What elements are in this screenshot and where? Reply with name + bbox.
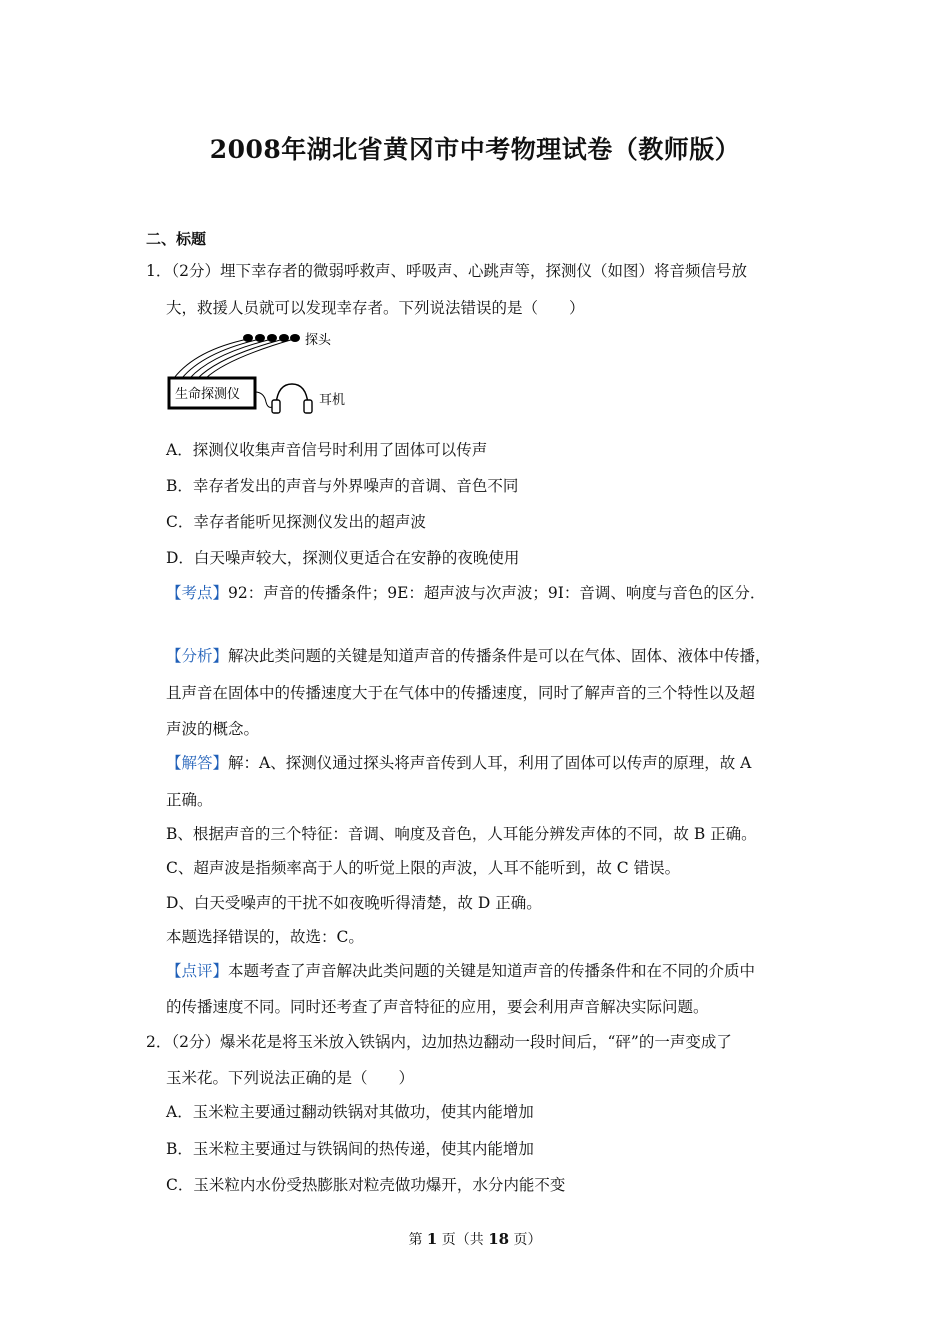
- footer-suffix: 页）: [509, 1232, 542, 1248]
- page-number: 1: [426, 1230, 438, 1248]
- q1-fenxi-line3: 声波的概念。: [166, 720, 260, 738]
- page-total: 18: [488, 1230, 510, 1248]
- q1-jieda-end: 本题选择错误的，故选：C。: [166, 928, 364, 946]
- q1-jieda-c: C、超声波是指频率高于人的听觉上限的声波，人耳不能听到，故 C 错误。: [166, 859, 681, 877]
- dianping-tag: 【点评】: [166, 962, 229, 980]
- q1-option-b: B．幸存者发出的声音与外界噪声的音调、音色不同: [166, 477, 519, 495]
- q1-option-a: A．探测仪收集声音信号时利用了固体可以传声: [166, 441, 488, 459]
- kaodian-text: 92：声音的传播条件；9E：超声波与次声波；9I：音调、响度与音色的区分．: [228, 584, 766, 602]
- document-title: 2008年湖北省黄冈市中考物理试卷（教师版）: [209, 135, 741, 164]
- probe-heads: [243, 334, 300, 342]
- footer-middle: 页（共: [437, 1232, 489, 1248]
- q2-option-b: B．玉米粒主要通过与铁锅间的热传递，使其内能增加: [166, 1140, 534, 1158]
- detector-label: 生命探测仪: [175, 387, 241, 402]
- q1-jieda-line2: 正确。: [166, 791, 213, 809]
- q1-option-d: D．白天噪声较大，探测仪更适合在安静的夜晚使用: [166, 549, 520, 567]
- q1-fenxi-line2: 且声音在固体中的传播速度大于在气体中的传播速度，同时了解声音的三个特性以及超: [166, 684, 756, 702]
- q2-stem-line1: 2．（2分）爆米花是将玉米放入铁锅内，边加热边翻动一段时间后，“砰”的一声变成了: [146, 1033, 732, 1051]
- q2-option-c: C．玉米粒内水份受热膨胀对粒壳做功爆开，水分内能不变: [166, 1176, 566, 1194]
- q1-kaodian: [166, 582, 765, 604]
- fenxi-tag: 【分析】: [166, 647, 229, 665]
- fenxi-text-1: 解决此类问题的关键是知道声音的传播条件是可以在气体、固体、液体中传播，: [228, 647, 771, 665]
- q2-stem-line2: 玉米花。下列说法正确的是（ ）: [166, 1069, 415, 1087]
- q1-dianping-line1: [166, 960, 755, 982]
- earphone-label: 耳机: [319, 393, 346, 408]
- jieda-text-1: 解：A、探测仪通过探头将声音传到人耳，利用了固体可以传声的原理，故 A: [228, 754, 752, 772]
- q1-option-c: C．幸存者能听见探测仪发出的超声波: [166, 513, 426, 531]
- q1-jieda-line1: [166, 752, 751, 774]
- q1-jieda-b: B、根据声音的三个特征：音调、响度及音色，人耳能分辨发声体的不同，故 B 正确。: [166, 825, 757, 843]
- q1-stem-line2: 大，救援人员就可以发现幸存者。下列说法错误的是（ ）: [166, 299, 585, 317]
- q1-stem-line1: 1．（2分）埋下幸存者的微弱呼救声、呼吸声、心跳声等，探测仪（如图）将音频信号放: [146, 262, 747, 280]
- earphone-cable: [255, 392, 274, 407]
- probe-cables: [174, 339, 294, 378]
- q1-fenxi-line1: [166, 645, 771, 667]
- earphone-icon: [272, 384, 312, 413]
- jieda-tag: 【解答】: [166, 754, 229, 772]
- section-heading: 二、标题: [146, 230, 207, 248]
- probe-label: 探头: [305, 333, 332, 348]
- dianping-text-1: 本题考查了声音解决此类问题的关键是知道声音的传播条件和在不同的介质中: [228, 962, 756, 980]
- page-footer: [0, 1229, 950, 1249]
- kaodian-tag: 【考点】: [166, 584, 229, 602]
- q1-dianping-line2: 的传播速度不同。同时还考查了声音特征的应用，要会利用声音解决实际问题。: [166, 998, 709, 1016]
- q2-option-a: A．玉米粒主要通过翻动铁锅对其做功，使其内能增加: [166, 1103, 534, 1121]
- footer-prefix: 第: [408, 1232, 427, 1248]
- q1-jieda-d: D、白天受噪声的干扰不如夜晚听得清楚，故 D 正确。: [166, 894, 542, 912]
- life-detector-figure: [166, 330, 366, 416]
